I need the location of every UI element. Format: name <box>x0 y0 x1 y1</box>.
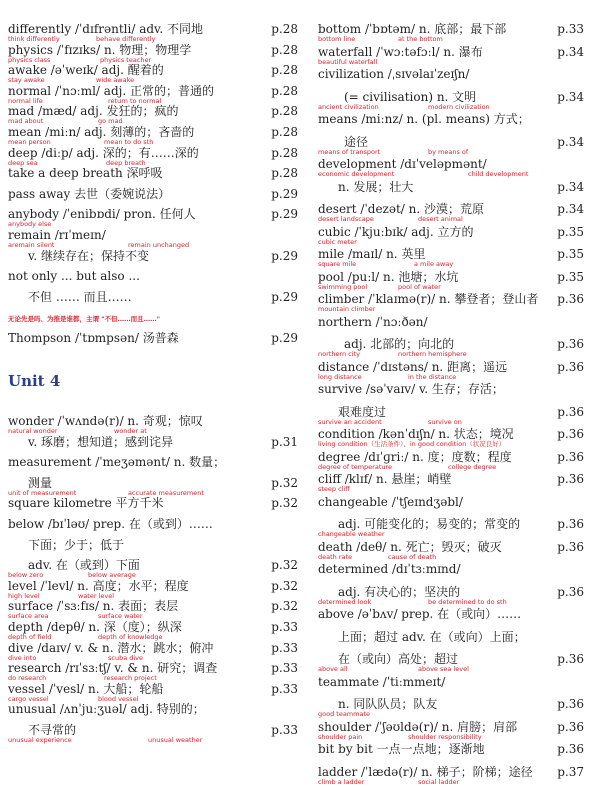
collocation-note: means of transport <box>318 149 380 156</box>
page-reference: p.34 <box>557 45 584 59</box>
page-reference: p.34 <box>557 202 584 216</box>
page-reference: p.35 <box>557 247 584 261</box>
page-reference: p.36 <box>557 472 584 486</box>
collocation-note: water level <box>78 593 114 600</box>
entry-text: survive /səˈvaɪv/ v. 生存；存活； <box>318 382 504 396</box>
vocab-entry-continuation <box>318 585 584 608</box>
page-reference: p.28 <box>271 166 298 180</box>
vocab-entry-continuation <box>318 652 584 675</box>
collocation-note: changeable weather <box>318 531 385 538</box>
page-reference: p.33 <box>557 22 584 36</box>
vocab-entry <box>8 682 298 703</box>
entry-text: surface /ˈsɜːfɪs/ n. 表面；表层 <box>8 599 178 613</box>
right-column <box>318 22 584 787</box>
collocation-note: in the distance <box>408 374 456 381</box>
entry-text: cliff /klɪf/ n. 悬崖；峭壁 <box>318 472 451 486</box>
collocation-note: behave differently <box>96 36 155 43</box>
vocab-entry <box>318 292 584 315</box>
entry-text: dive /daɪv/ v. & n. 潜水；跳水；俯冲 <box>8 641 213 655</box>
entry-text: 在（或向）高处；超过 <box>338 652 458 666</box>
entry-text: research /rɪˈsɜːtʃ/ v. & n. 研究；调查 <box>8 661 217 675</box>
page-reference: p.28 <box>271 43 298 57</box>
collocation-note: shoulder pain <box>318 734 362 741</box>
collocation-note: death rate <box>318 554 352 561</box>
page-reference: p.28 <box>271 63 298 77</box>
entry-text: deep /diːp/ adj. 深的；有……深的 <box>8 146 199 160</box>
collocation-note: degree of temperature <box>318 464 392 471</box>
page-reference: p.29 <box>271 331 298 345</box>
vocab-entry <box>8 43 298 64</box>
page-reference: p.28 <box>271 104 298 118</box>
vocab-entry <box>8 414 298 435</box>
vocab-entry-continuation <box>318 517 584 540</box>
vocab-entry <box>318 360 584 383</box>
entry-text: Thompson /ˈtɒmpsən/ 汤普森 <box>8 331 179 345</box>
entry-text: anybody /ˈenibɒdi/ pron. 任何人 <box>8 207 196 221</box>
entry-text: shoulder /ˈʃəʊldə(r)/ n. 肩膀；肩部 <box>318 720 517 734</box>
collocation-note: surface area <box>8 613 49 620</box>
entry-text: 下面；少于；低于 <box>28 538 124 552</box>
collocation-note: desert landscape <box>318 216 374 223</box>
entry-text: n. 同队队员；队友 <box>338 697 437 711</box>
page-reference: p.36 <box>557 585 584 599</box>
collocation-note: accurate measurement <box>128 490 204 497</box>
collocation-note: unit of measurement <box>8 490 76 497</box>
entry-text: 测量 <box>28 476 52 490</box>
vocab-entry <box>318 607 584 630</box>
vocab-entry <box>8 187 298 208</box>
page-reference: p.36 <box>557 720 584 734</box>
page-reference: p.34 <box>557 180 584 194</box>
collocation-note: cubic meter <box>318 239 357 246</box>
red-note-banner <box>8 310 298 331</box>
vocab-entry-continuation <box>318 90 584 113</box>
collocation-note: social ladder <box>418 779 459 786</box>
entry-text: determined /dɪˈtɜːmɪnd/ <box>318 562 461 576</box>
vocab-entry-continuation <box>8 290 298 311</box>
page-reference: p.36 <box>557 742 584 756</box>
collocation-note: mean person <box>8 139 51 146</box>
vocab-entry <box>318 540 584 563</box>
vocab-entry-continuation <box>8 723 298 744</box>
entry-text: 上面；超过 adv. 在（或向）上面； <box>338 630 526 644</box>
entry-text: measurement /ˈmeʒəmənt/ n. 数量； <box>8 455 225 469</box>
spacer <box>8 352 298 373</box>
page-reference: p.34 <box>557 135 584 149</box>
vocab-entry <box>8 22 298 43</box>
vocab-entry <box>318 472 584 495</box>
collocation-note: stay awake <box>8 77 45 84</box>
entry-text: not only ... but also ... <box>8 269 140 283</box>
collocation-note: swimming pool <box>318 284 367 291</box>
entry-text: pool /puːl/ n. 池塘；水坑 <box>318 270 458 284</box>
entry-text: (= civilisation) n. 文明 <box>344 90 476 104</box>
vocab-entry-continuation <box>318 180 584 203</box>
collocation-note: aremain silent <box>8 242 54 249</box>
vocab-entry <box>318 247 584 270</box>
collocation-note: steep cliff <box>318 486 350 493</box>
collocation-note: cargo vessel <box>8 696 49 703</box>
collocation-note: deep sea <box>8 160 38 167</box>
vocab-entry <box>318 202 584 225</box>
vocab-entry <box>318 720 584 743</box>
page-reference: p.33 <box>271 682 298 696</box>
collocation-note: go mad <box>98 118 123 125</box>
vocab-entry-continuation <box>318 630 584 653</box>
page-reference: p.35 <box>557 270 584 284</box>
vocab-entry <box>8 166 298 187</box>
entry-text: v. 琢磨；想知道；感到诧异 <box>28 435 173 449</box>
collocation-note: unusual experience <box>8 737 72 744</box>
page-reference: p.35 <box>557 225 584 239</box>
unit-heading <box>8 372 298 414</box>
collocation-note: wonder at <box>114 428 147 435</box>
vocab-entry <box>318 382 584 405</box>
page-reference: p.34 <box>557 90 584 104</box>
entry-text: square kilometre 平方千米 <box>8 496 164 510</box>
vocab-entry <box>8 228 298 249</box>
entry-text: civilization /ˌsɪvəlaɪˈzeɪʃn/ <box>318 67 469 81</box>
vocab-entry <box>318 22 584 45</box>
collocation-note: determined look <box>318 599 371 606</box>
vocab-entry <box>318 427 584 450</box>
entry-text: wonder /ˈwʌndə(r)/ n. 奇观；惊叹 <box>8 414 203 428</box>
collocation-note: physics teacher <box>100 57 151 64</box>
collocation-note: be determined to do sth <box>428 599 507 606</box>
entry-text: distance /ˈdɪstəns/ n. 距离；遥远 <box>318 360 507 374</box>
collocation-note: living condition（生活条件）、in good condition（状况良好） <box>318 441 505 448</box>
vocab-entry <box>8 146 298 167</box>
vocab-entry <box>318 67 584 90</box>
collocation-note: do research <box>8 675 46 682</box>
collocation-note: dive into <box>8 655 36 662</box>
collocation-note: scuba dive <box>108 655 143 662</box>
vocab-entry <box>8 641 298 662</box>
vocab-entry <box>8 579 298 600</box>
page-reference: p.36 <box>557 337 584 351</box>
entry-text: normal /ˈnɔːml/ adj. 正常的；普通的 <box>8 84 214 98</box>
vocab-entry <box>8 331 298 352</box>
page-reference: p.32 <box>271 496 298 510</box>
entry-text: depth /depθ/ n. 深（度）；纵深 <box>8 620 182 634</box>
entry-text: death /deθ/ n. 死亡；毁灭；破灭 <box>318 540 502 554</box>
collocation-note: beautiful waterfall <box>318 59 377 66</box>
vocab-entry <box>8 620 298 641</box>
collocation-note: blood vessel <box>98 696 139 703</box>
page-reference: p.32 <box>271 599 298 613</box>
entry-text: desert /ˈdezət/ n. 沙漠；荒原 <box>318 202 484 216</box>
vocab-entry <box>8 599 298 620</box>
collocation-note: above all <box>318 666 348 673</box>
collocation-note: northern city <box>318 351 360 358</box>
collocation-note: depth of field <box>8 634 51 641</box>
page-reference: p.28 <box>271 22 298 36</box>
page-reference: p.36 <box>557 652 584 666</box>
collocation-note: surface water <box>98 613 143 620</box>
page-reference: p.33 <box>271 620 298 634</box>
vocab-entry <box>8 84 298 105</box>
page-reference: p.29 <box>271 187 298 201</box>
collocation-note: physics class <box>8 57 50 64</box>
collocation-note: high level <box>8 593 40 600</box>
collocation-note: cause of death <box>388 554 436 561</box>
vocab-entry <box>8 104 298 125</box>
collocation-note: good teammate <box>318 711 370 718</box>
vocab-entry <box>318 270 584 293</box>
page-reference: p.36 <box>557 517 584 531</box>
entry-text: ladder /ˈlædə(r)/ n. 梯子；阶梯；途径 <box>318 765 533 779</box>
entry-text: climber /ˈklaɪmə(r)/ n. 攀登者；登山者 <box>318 292 538 306</box>
entry-text: level /ˈlevl/ n. 高度；水平；程度 <box>8 579 189 593</box>
entry-text: vessel /ˈvesl/ n. 大船；轮船 <box>8 682 163 696</box>
page-reference: p.36 <box>557 450 584 464</box>
entry-text: cubic /ˈkjuːbɪk/ adj. 立方的 <box>318 225 473 239</box>
page-reference: p.36 <box>557 427 584 441</box>
entry-text: degree /dɪˈɡriː/ n. 度；度数；程度 <box>318 450 512 464</box>
entry-text: means /miːnz/ n. (pl. means) 方式； <box>318 112 530 126</box>
left-column <box>8 22 298 744</box>
collocation-note: above sea level <box>418 666 469 673</box>
collocation-note: northern hemisphere <box>398 351 467 358</box>
entry-text: take a deep breath 深呼吸 <box>8 166 163 180</box>
entry-text: above /əˈbʌv/ prep. 在（或向）…… <box>318 607 521 621</box>
collocation-note: mad about <box>8 118 43 125</box>
page-reference: p.36 <box>557 697 584 711</box>
collocation-note: shoulder responsibility <box>408 734 482 741</box>
entry-text: northern /ˈnɔːðən/ <box>318 315 428 329</box>
page-reference: p.28 <box>271 84 298 98</box>
page-reference: p.28 <box>271 146 298 160</box>
collocation-note: remain unchanged <box>128 242 189 249</box>
entry-text: 艰难度过 <box>338 405 386 419</box>
vocab-entry-continuation <box>318 697 584 720</box>
entry-text: n. 发展；壮大 <box>338 180 413 194</box>
vocab-entry <box>8 661 298 682</box>
note-banner-text: 无论先是吗、为推是谁都，主谓 "不但……而且……" <box>8 314 160 323</box>
collocation-note: pool of water <box>398 284 441 291</box>
collocation-note: normal life <box>8 98 43 105</box>
entry-text: v. 继续存在；保持不变 <box>28 249 149 263</box>
entry-text: unusual /ʌnˈjuːʒuəl/ adj. 特别的； <box>8 702 205 716</box>
collocation-note: below zero <box>8 572 43 579</box>
page-reference: p.31 <box>271 435 298 449</box>
entry-text: adj. 有决心的；坚决的 <box>338 585 460 599</box>
vocab-entry <box>8 125 298 146</box>
entry-text: 不寻常的 <box>28 723 76 737</box>
entry-text: differently /ˈdɪfrəntli/ adv. 不同地 <box>8 22 203 36</box>
page-reference: p.29 <box>271 249 298 263</box>
vocab-entry <box>318 450 584 473</box>
vocab-entry-continuation <box>318 405 584 428</box>
collocation-note: square mile <box>318 261 356 268</box>
page-reference: p.32 <box>271 558 298 572</box>
vocab-entry <box>318 225 584 248</box>
page-reference: p.32 <box>271 579 298 593</box>
entry-text: development /dɪˈveləpmənt/ <box>318 157 487 171</box>
vocab-entry-continuation <box>8 538 298 559</box>
collocation-note: modern civilization <box>428 104 490 111</box>
vocab-entry <box>8 517 298 538</box>
collocation-note: a mile away <box>414 261 453 268</box>
entry-text: bit by bit 一点一点地；逐渐地 <box>318 742 485 756</box>
page-reference: p.32 <box>271 476 298 490</box>
collocation-note: long distance <box>318 374 362 381</box>
collocation-note: bottom line <box>318 36 355 43</box>
collocation-note: below average <box>88 572 136 579</box>
entry-text: adj. 可能变化的；易变的；常变的 <box>338 517 520 531</box>
collocation-note: mean to do sth <box>104 139 153 146</box>
page-reference: p.33 <box>271 641 298 655</box>
entry-text: below /bɪˈləʊ/ prep. 在（或到）…… <box>8 517 213 531</box>
vocab-entry <box>318 45 584 68</box>
vocab-entry-continuation <box>318 337 584 360</box>
entry-text: bottom /ˈbɒtəm/ n. 底部；最下部 <box>318 22 506 36</box>
collocation-note: think differently <box>8 36 60 43</box>
page-reference: p.37 <box>557 765 584 779</box>
entry-text: awake /əˈweɪk/ adj. 醒着的 <box>8 63 164 77</box>
vocab-entry <box>318 315 584 338</box>
entry-text: condition /kənˈdɪʃn/ n. 状态；境况 <box>318 427 514 441</box>
page-reference: p.33 <box>271 661 298 675</box>
page-reference: p.36 <box>557 405 584 419</box>
entry-text: teammate /ˈtiːmmeɪt/ <box>318 675 445 689</box>
collocation-note: survive on <box>428 419 462 426</box>
entry-text: 途径 <box>344 135 368 149</box>
page-reference: p.29 <box>271 207 298 221</box>
collocation-note: economic development <box>318 171 394 178</box>
unit-title: Unit 4 <box>8 372 60 390</box>
page-reference: p.36 <box>557 360 584 374</box>
entry-text: mean /miːn/ adj. 刻薄的；吝啬的 <box>8 125 194 139</box>
vocab-entry-continuation <box>8 249 298 270</box>
entry-text: changeable /ˈtʃeɪndʒəbl/ <box>318 495 463 509</box>
vocab-entry <box>318 112 584 135</box>
collocation-note: college degree <box>448 464 496 471</box>
collocation-note: mountain climber <box>318 306 375 313</box>
collocation-note: anybody else <box>8 221 51 228</box>
entry-text: adj. 北部的；向北的 <box>344 337 454 351</box>
vocab-entry-continuation <box>8 476 298 497</box>
page-reference: p.33 <box>271 723 298 737</box>
entry-text: waterfall /ˈwɔːtəfɔːl/ n. 瀑布 <box>318 45 483 59</box>
vocab-entry-continuation <box>8 558 298 579</box>
collocation-note: research project <box>104 675 157 682</box>
vocab-entry <box>8 63 298 84</box>
collocation-note: deep breath <box>106 160 146 167</box>
collocation-note: desert animal <box>418 216 463 223</box>
page-reference: p.28 <box>271 125 298 139</box>
entry-text: adv. 在（或到）下面 <box>28 558 140 572</box>
entry-text: mad /mæd/ adj. 发狂的；疯的 <box>8 104 178 118</box>
collocation-note: natural wonder <box>8 428 58 435</box>
vocab-entry <box>318 157 584 180</box>
vocab-entry <box>8 455 298 476</box>
collocation-note: survive an accident <box>318 419 382 426</box>
vocab-entry <box>318 742 584 765</box>
collocation-note: child development <box>468 171 528 178</box>
vocab-entry <box>318 562 584 585</box>
collocation-note: at the bottom <box>398 36 443 43</box>
entry-text: remain /rɪˈmeɪn/ <box>8 228 106 242</box>
vocab-entry <box>318 495 584 518</box>
vocab-entry <box>8 702 298 723</box>
page-reference: p.36 <box>557 292 584 306</box>
entry-text: mile /maɪl/ n. 英里 <box>318 247 425 261</box>
collocation-note: climb a ladder <box>318 779 364 786</box>
collocation-note: by means of <box>428 149 468 156</box>
vocab-entry <box>318 675 584 698</box>
page-reference: p.29 <box>271 290 298 304</box>
vocab-entry <box>8 496 298 517</box>
page-reference: p.36 <box>557 540 584 554</box>
collocation-note: ancient civilization <box>318 104 379 111</box>
entry-text: pass away 去世（委婉说法） <box>8 187 170 201</box>
vocab-entry-continuation <box>8 435 298 456</box>
entry-text: 不但 …… 而且…… <box>28 290 132 304</box>
entry-text: physics /ˈfɪzɪks/ n. 物理；物理学 <box>8 43 191 57</box>
collocation-note: depth of knowledge <box>98 634 163 641</box>
vocab-entry-continuation <box>318 135 584 158</box>
collocation-note: unusual weather <box>148 737 202 744</box>
vocab-entry <box>8 269 298 290</box>
collocation-note: return to normal <box>108 98 161 105</box>
vocab-entry <box>8 207 298 228</box>
collocation-note: wide awake <box>96 77 134 84</box>
